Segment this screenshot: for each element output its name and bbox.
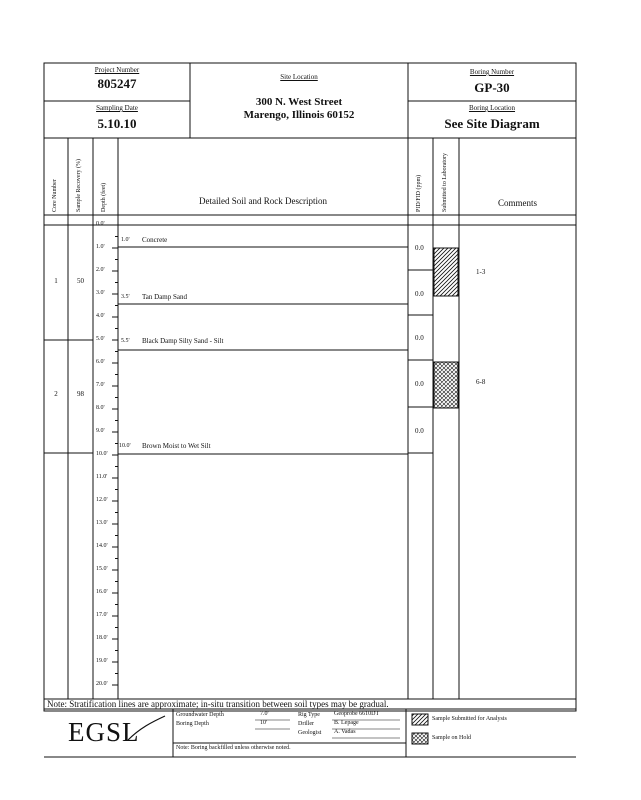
site-address-line1: 300 N. West Street bbox=[255, 96, 343, 108]
depth-tick-label: 14.0' bbox=[96, 543, 108, 549]
boring-location: See Site Diagram bbox=[444, 116, 540, 131]
pid-reading-3: 0.0 bbox=[415, 334, 424, 342]
core-number-1: 1 bbox=[54, 277, 58, 285]
depth-tick-label: 5.0' bbox=[96, 336, 105, 342]
sample-recovery-header: Sample Recovery (%) bbox=[76, 159, 82, 212]
submitted-header: Submitted to Laboratory bbox=[442, 153, 448, 212]
depth-header: Depth (feet) bbox=[101, 182, 107, 212]
driller-label: Driller bbox=[298, 721, 314, 727]
legend-submitted-label: Sample Submitted for Analysis bbox=[432, 716, 507, 722]
sampling-date: 5.10.10 bbox=[97, 116, 137, 131]
boring-depth-value: 10' bbox=[260, 720, 268, 726]
rig-type-label: Rig Type bbox=[298, 712, 320, 718]
stratum-depth-3: 5.5' bbox=[121, 338, 130, 344]
stratum-depth-2: 3.5' bbox=[121, 294, 130, 300]
site-location-label: Site Location bbox=[280, 73, 318, 81]
stratum-description-3: Black Damp Silty Sand - Silt bbox=[142, 337, 224, 345]
backfill-note: Note: Boring backfilled unless otherwise noted. bbox=[176, 745, 291, 751]
pid-reading-4: 0.0 bbox=[415, 380, 424, 388]
depth-tick-label: 19.0' bbox=[96, 658, 108, 664]
boring-number: GP-30 bbox=[474, 80, 510, 95]
depth-tick-label: 16.0' bbox=[96, 589, 108, 595]
pid-header: PID/FID (ppm) bbox=[416, 174, 422, 212]
depth-tick-label: 15.0' bbox=[96, 566, 108, 572]
depth-tick-label: 10.0' bbox=[96, 451, 108, 457]
driller-value: B. Lepage bbox=[334, 720, 359, 726]
pid-reading-2: 0.0 bbox=[415, 290, 424, 298]
boring-number-label: Boring Number bbox=[469, 68, 515, 76]
outer-frame bbox=[44, 63, 576, 711]
depth-tick-label: 3.0' bbox=[96, 290, 105, 296]
pid-reading-5: 0.0 bbox=[415, 427, 424, 435]
stratum-description-1: Concrete bbox=[142, 236, 168, 244]
project-number-label: Project Number bbox=[94, 66, 140, 74]
depth-tick-label: 7.0' bbox=[96, 382, 105, 388]
rig-type-value: Geoprobe 6610DT bbox=[334, 711, 380, 717]
depth-tick-label: 9.0' bbox=[96, 428, 105, 434]
depth-tick-label: 11.0' bbox=[96, 474, 108, 480]
depth-tick-label: 8.0' bbox=[96, 405, 105, 411]
depth-tick-label: 18.0' bbox=[96, 635, 108, 641]
submitted-sample-2 bbox=[434, 362, 458, 408]
stratum-depth-1: 1.0' bbox=[121, 237, 130, 243]
egsl-logo: EGSL bbox=[68, 717, 140, 747]
stratum-description-2: Tan Damp Sand bbox=[142, 293, 188, 301]
submitted-sample-1 bbox=[434, 248, 458, 296]
core-recovery-1: 50 bbox=[77, 277, 84, 285]
core-number-header: Core Number bbox=[52, 179, 58, 212]
legend-hold-label: Sample on Hold bbox=[432, 735, 471, 741]
site-address-line2: Marengo, Illinois 60152 bbox=[243, 109, 355, 121]
geologist-value: A. Vadas bbox=[334, 729, 356, 735]
geologist-label: Geologist bbox=[298, 730, 322, 736]
groundwater-depth-label: Groundwater Depth bbox=[176, 712, 224, 718]
pid-reading-1: 0.0 bbox=[415, 244, 424, 252]
boring-depth-label: Boring Depth bbox=[176, 721, 209, 727]
depth-tick-label: 13.0' bbox=[96, 520, 108, 526]
boring-location-label: Boring Location bbox=[468, 104, 516, 112]
depth-tick-label: 2.0' bbox=[96, 267, 105, 273]
sampling-date-label: Sampling Date bbox=[96, 104, 138, 112]
core-recovery-2: 98 bbox=[77, 390, 84, 398]
groundwater-depth-value: 7.0' bbox=[260, 711, 269, 717]
core-number-2: 2 bbox=[54, 390, 58, 398]
legend-submitted-box bbox=[412, 714, 428, 725]
description-header: Detailed Soil and Rock Description bbox=[199, 196, 327, 206]
depth-tick-label: 17.0' bbox=[96, 612, 108, 618]
depth-tick-label: 1.0' bbox=[96, 244, 105, 250]
stratum-description-4: Brown Moist to Wet Silt bbox=[142, 442, 211, 450]
stratum-depth-4: 10.0' bbox=[119, 443, 131, 449]
project-number: 805247 bbox=[97, 76, 137, 91]
depth-tick-label: 20.0' bbox=[96, 681, 108, 687]
depth-tick-label: 12.0' bbox=[96, 497, 108, 503]
depth-tick-label: 4.0' bbox=[96, 313, 105, 319]
depth-tick-label: 0.0' bbox=[96, 221, 105, 227]
comments-header: Comments bbox=[497, 198, 537, 208]
legend-hold-box bbox=[412, 733, 428, 744]
depth-tick-label: 6.0' bbox=[96, 359, 105, 365]
stratification-note: Note: Stratification lines are approximate; in-situ transition between soil types may be gradual. bbox=[47, 699, 389, 709]
comment-2: 6-8 bbox=[476, 378, 486, 386]
comment-1: 1-3 bbox=[476, 268, 486, 276]
